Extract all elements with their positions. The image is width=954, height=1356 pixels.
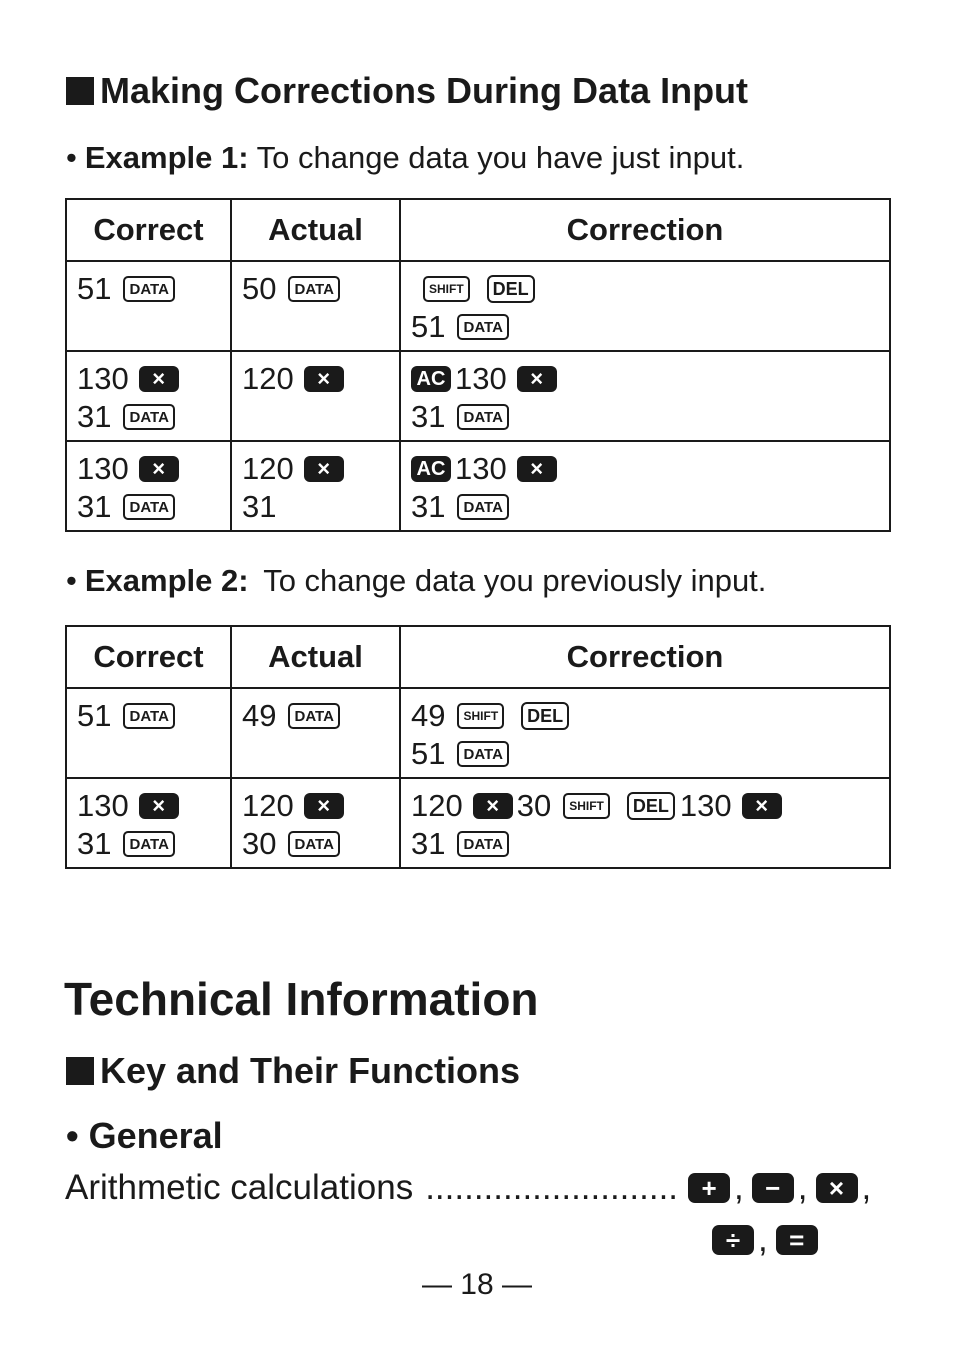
arithmetic-keys-row-1 bbox=[684, 1168, 875, 1208]
section-heading-text: Key and Their Functions bbox=[100, 1050, 521, 1091]
key-sequence-line bbox=[411, 360, 879, 398]
table-cell bbox=[231, 778, 400, 868]
table-cell bbox=[400, 688, 890, 778]
example-label: Example 2: bbox=[84, 563, 249, 598]
multiply-key-icon: × bbox=[473, 793, 513, 819]
multiply-key-icon: × bbox=[517, 456, 557, 482]
multiply-key-icon: × bbox=[139, 793, 179, 819]
example-2-caption bbox=[66, 563, 766, 599]
number-value: 31 bbox=[77, 826, 112, 861]
key-sequence-line bbox=[242, 825, 389, 863]
table-cell bbox=[66, 261, 231, 351]
data-key-icon: DATA bbox=[457, 831, 508, 857]
number-value: 30 bbox=[516, 788, 552, 823]
multiply-key-icon: × bbox=[816, 1173, 858, 1203]
number-value: 130 bbox=[679, 788, 732, 823]
bullet-icon: • bbox=[66, 563, 77, 598]
number-value: 130 bbox=[77, 788, 129, 823]
multiply-key-icon: × bbox=[139, 456, 179, 482]
example-label: Example 1: bbox=[84, 140, 249, 175]
key-sequence-line bbox=[77, 825, 220, 863]
column-header-actual: Actual bbox=[231, 199, 400, 261]
data-key-icon: DATA bbox=[123, 703, 174, 729]
table-cell bbox=[66, 778, 231, 868]
comma-separator: , bbox=[797, 1168, 808, 1207]
number-value: 31 bbox=[411, 826, 446, 861]
minus-key-icon: − bbox=[752, 1173, 794, 1203]
data-key-icon: DATA bbox=[123, 831, 174, 857]
data-key-icon: DATA bbox=[123, 404, 174, 430]
comma-separator: , bbox=[734, 1168, 744, 1207]
multiply-key-icon: × bbox=[742, 793, 782, 819]
data-key-icon: DATA bbox=[123, 276, 174, 302]
key-sequence-line bbox=[411, 450, 879, 488]
data-key-icon: DATA bbox=[288, 276, 339, 302]
section-heading-keys bbox=[66, 1050, 520, 1092]
column-header-correction: Correction bbox=[400, 626, 890, 688]
corrections-table-2 bbox=[65, 625, 891, 869]
dot-leader: .......................... bbox=[425, 1168, 679, 1207]
number-value: 120 bbox=[242, 451, 294, 486]
column-header-correct: Correct bbox=[66, 626, 231, 688]
equals-key-icon: = bbox=[776, 1225, 818, 1255]
table-row bbox=[66, 261, 890, 351]
table-cell bbox=[400, 261, 890, 351]
table-cell bbox=[400, 441, 890, 531]
example-text: To change data you previously input. bbox=[263, 563, 767, 598]
arithmetic-label: Arithmetic calculations bbox=[65, 1168, 414, 1207]
multiply-key-icon: × bbox=[304, 456, 344, 482]
data-key-icon: DATA bbox=[457, 494, 508, 520]
comma-separator: , bbox=[861, 1168, 872, 1207]
ac-key-icon: AC bbox=[411, 456, 451, 482]
multiply-key-icon: × bbox=[304, 793, 344, 819]
key-sequence-line bbox=[77, 787, 220, 825]
square-bullet-icon bbox=[66, 1057, 94, 1085]
number-value: 130 bbox=[455, 361, 507, 396]
number-value: 120 bbox=[242, 361, 294, 396]
number-value: 30 bbox=[242, 826, 277, 861]
del-key-icon: DEL bbox=[627, 792, 675, 820]
key-sequence-line bbox=[77, 398, 220, 436]
column-header-correction: Correction bbox=[400, 199, 890, 261]
number-value: 51 bbox=[411, 309, 446, 344]
column-header-correct: Correct bbox=[66, 199, 231, 261]
arithmetic-line bbox=[65, 1168, 875, 1208]
key-sequence-line bbox=[77, 450, 220, 488]
multiply-key-icon: × bbox=[139, 366, 179, 392]
multiply-key-icon: × bbox=[304, 366, 344, 392]
number-value: 120 bbox=[242, 788, 294, 823]
shift-key-icon: SHIFT bbox=[563, 793, 610, 819]
table-row bbox=[66, 441, 890, 531]
key-sequence-line bbox=[77, 488, 220, 526]
column-header-actual: Actual bbox=[231, 626, 400, 688]
table-cell bbox=[231, 441, 400, 531]
multiply-key-icon: × bbox=[517, 366, 557, 392]
table-cell bbox=[66, 441, 231, 531]
bullet-icon: • bbox=[66, 140, 77, 175]
number-value: 130 bbox=[77, 451, 129, 486]
plus-key-icon: + bbox=[688, 1173, 730, 1203]
table-cell bbox=[231, 688, 400, 778]
key-sequence-line bbox=[411, 787, 879, 825]
number-value: 31 bbox=[411, 399, 446, 434]
number-value: 51 bbox=[77, 698, 112, 733]
number-value: 31 bbox=[77, 489, 112, 524]
data-key-icon: DATA bbox=[288, 703, 339, 729]
general-heading bbox=[66, 1115, 223, 1157]
table-cell bbox=[66, 351, 231, 441]
key-sequence-line bbox=[411, 270, 879, 308]
arithmetic-keys-row-2 bbox=[708, 1220, 822, 1260]
number-value: 31 bbox=[242, 489, 277, 524]
del-key-icon: DEL bbox=[521, 702, 569, 730]
number-value: 31 bbox=[77, 399, 112, 434]
number-value: 49 bbox=[242, 698, 277, 733]
key-sequence-line bbox=[242, 697, 389, 735]
key-sequence-line bbox=[411, 735, 879, 773]
section-heading-corrections bbox=[66, 70, 748, 112]
del-key-icon: DEL bbox=[487, 275, 535, 303]
shift-key-icon: SHIFT bbox=[423, 276, 470, 302]
table-row bbox=[66, 351, 890, 441]
key-sequence-line bbox=[411, 825, 879, 863]
page-title: Technical Information bbox=[64, 973, 539, 1025]
data-key-icon: DATA bbox=[457, 404, 508, 430]
table-cell bbox=[400, 778, 890, 868]
number-value: 51 bbox=[411, 736, 446, 771]
key-sequence-line bbox=[411, 308, 879, 346]
number-value: 50 bbox=[242, 271, 277, 306]
table-cell bbox=[231, 351, 400, 441]
data-key-icon: DATA bbox=[457, 314, 508, 340]
data-key-icon: DATA bbox=[457, 741, 508, 767]
number-value: 120 bbox=[411, 788, 463, 823]
shift-key-icon: SHIFT bbox=[457, 703, 504, 729]
general-label: General bbox=[88, 1115, 223, 1156]
number-value: 130 bbox=[455, 451, 507, 486]
key-sequence-line bbox=[242, 360, 389, 398]
number-value: 130 bbox=[77, 361, 129, 396]
number-value: 51 bbox=[77, 271, 112, 306]
table-cell bbox=[400, 351, 890, 441]
key-sequence-line bbox=[77, 360, 220, 398]
corrections-table-1 bbox=[65, 198, 891, 532]
data-key-icon: DATA bbox=[123, 494, 174, 520]
table-row bbox=[66, 778, 890, 868]
key-sequence-line bbox=[77, 270, 220, 308]
number-value: 49 bbox=[411, 698, 446, 733]
bullet-icon: • bbox=[66, 1115, 79, 1156]
square-bullet-icon bbox=[66, 77, 94, 105]
key-sequence-line bbox=[411, 398, 879, 436]
example-1-caption bbox=[66, 140, 744, 176]
table-cell bbox=[231, 261, 400, 351]
comma-separator: , bbox=[758, 1220, 768, 1259]
divide-key-icon: ÷ bbox=[712, 1225, 754, 1255]
table-cell bbox=[66, 688, 231, 778]
page-number: — 18 — bbox=[421, 1268, 533, 1301]
key-sequence-line bbox=[411, 697, 879, 735]
key-sequence-line bbox=[242, 270, 389, 308]
key-sequence-line bbox=[411, 488, 879, 526]
key-sequence-line bbox=[77, 697, 220, 735]
key-sequence-line bbox=[242, 488, 389, 526]
section-heading-text: Making Corrections During Data Input bbox=[100, 70, 749, 111]
key-sequence-line bbox=[242, 787, 389, 825]
table-row bbox=[66, 688, 890, 778]
key-sequence-line bbox=[242, 450, 389, 488]
ac-key-icon: AC bbox=[411, 366, 451, 392]
data-key-icon: DATA bbox=[288, 831, 339, 857]
example-text: To change data you have just input. bbox=[256, 140, 745, 175]
number-value: 31 bbox=[411, 489, 446, 524]
